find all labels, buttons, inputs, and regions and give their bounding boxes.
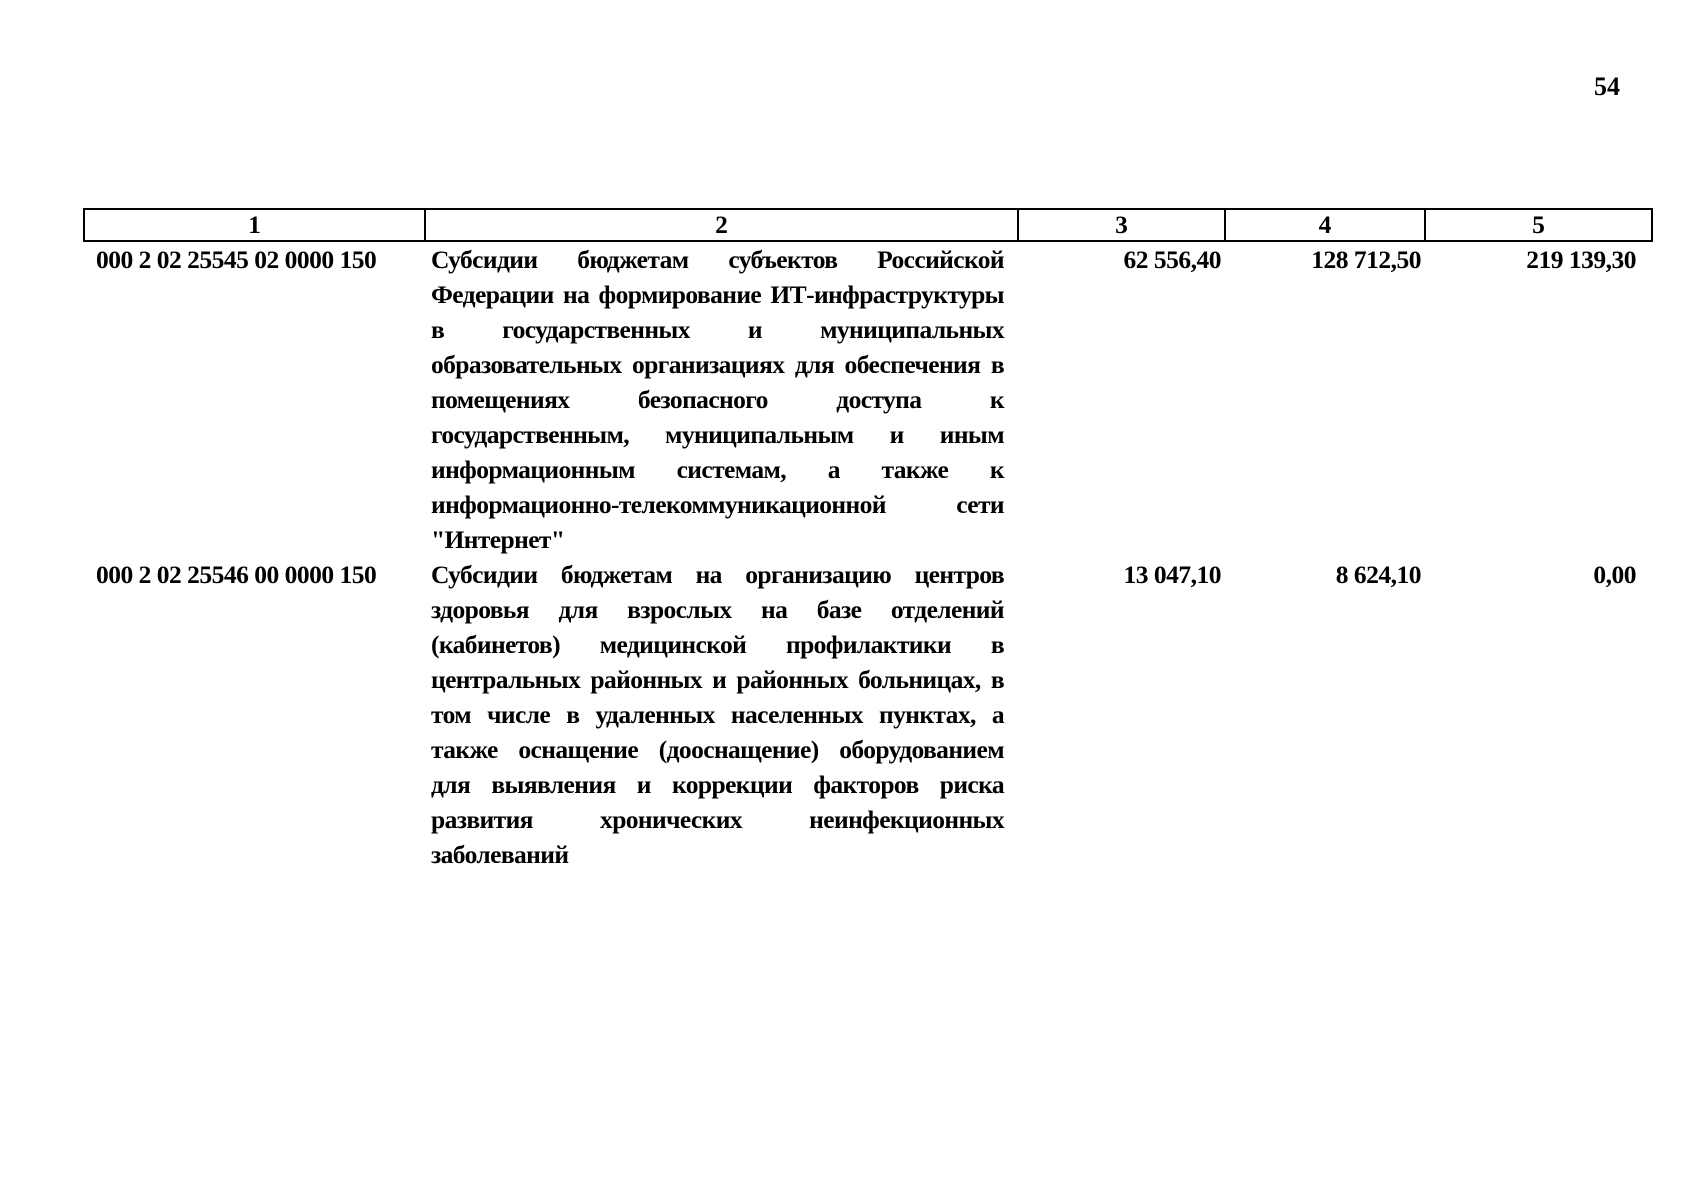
column-header-1: 1: [84, 209, 425, 241]
column-header-2: 2: [425, 209, 1018, 241]
column-header-5: 5: [1425, 209, 1652, 241]
value-col5: 0,00: [1593, 560, 1636, 589]
column-header-4: 4: [1225, 209, 1425, 241]
table-header-row: [84, 209, 1652, 241]
page-number: 54: [1594, 72, 1620, 101]
column-header-3: 3: [1018, 209, 1225, 241]
row-description: Субсидии бюджетам на организацию центров здоровья для взрослых на базе отделений (кабинетов) медицинской профилактики в центральных районных и районных больницах, в том числе в удаленных населенных пунктах, а также оснащение (дооснащение) оборудованием для выявления и коррекции факторов риска развития хронических неинфекционных заболеваний: [431, 560, 1004, 869]
budget-code: 000 2 02 25545 02 0000 150: [96, 245, 377, 274]
budget-code: 000 2 02 25546 00 0000 150: [96, 560, 377, 589]
value-col4: 128 712,50: [1311, 245, 1421, 274]
value-col5: 219 139,30: [1526, 245, 1636, 274]
value-col3: 13 047,10: [1123, 560, 1221, 589]
value-col4: 8 624,10: [1335, 560, 1421, 589]
value-col3: 62 556,40: [1123, 245, 1221, 274]
row-description: Субсидии бюджетам субъектов Российской Федерации на формирование ИТ-инфраструктуры в государственных и муниципальных образовательных организациях для обеспечения в помещениях безопасного доступа к государственным, муниципальным и иным информационным системам, а также к информационно-телекоммуникационной сети "Интернет": [431, 245, 1004, 554]
budget-table: [83, 208, 1653, 872]
table-row: [84, 557, 1652, 872]
table-row: [84, 241, 1652, 557]
